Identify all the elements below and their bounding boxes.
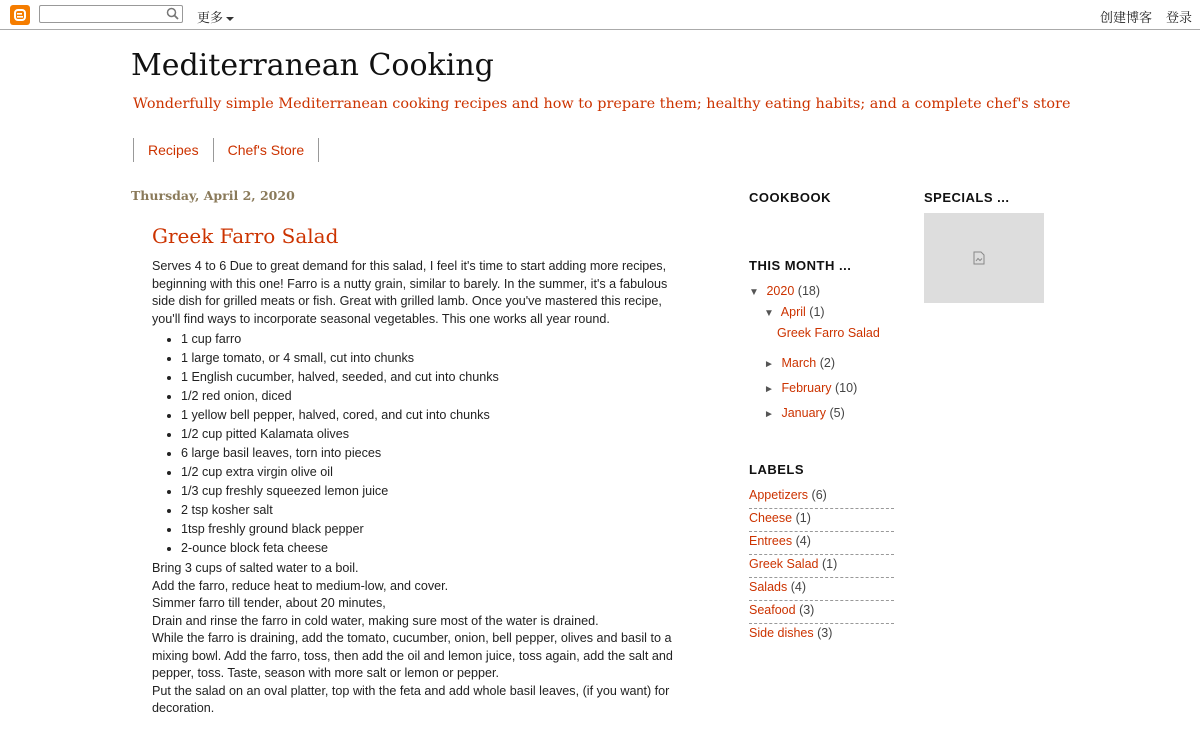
archive-year-row bbox=[749, 284, 820, 298]
label-link[interactable]: Seafood bbox=[749, 603, 796, 617]
specials-heading: SPECIALS ... bbox=[924, 190, 1010, 205]
collapse-toggle-icon[interactable]: ▼ bbox=[764, 308, 774, 319]
label-item bbox=[749, 579, 894, 601]
label-item bbox=[749, 625, 894, 646]
archive-count: (1) bbox=[809, 305, 825, 319]
ingredients-list bbox=[152, 330, 692, 558]
label-count: (4) bbox=[795, 534, 811, 548]
search-input[interactable] bbox=[43, 8, 161, 22]
label-link[interactable]: Entrees bbox=[749, 534, 793, 548]
ingredient-item: • 2 tsp kosher salt bbox=[181, 501, 692, 520]
archive-month-link[interactable]: April bbox=[780, 305, 806, 319]
this-month-heading: THIS MONTH ... bbox=[749, 258, 852, 273]
login-link[interactable]: 登录 bbox=[1166, 10, 1193, 25]
label-link[interactable]: Cheese bbox=[749, 511, 793, 525]
label-count: (3) bbox=[817, 626, 833, 640]
archive-count: (18) bbox=[797, 284, 821, 298]
tab-chefs-store[interactable]: Chef's Store bbox=[213, 138, 320, 162]
archive-month-row bbox=[764, 305, 825, 319]
label-link[interactable]: Salads bbox=[749, 580, 788, 594]
ingredient-item: • 1/2 cup extra virgin olive oil bbox=[181, 463, 692, 482]
label-count: (6) bbox=[811, 488, 827, 502]
instruction-step: Put the salad on an oval platter, top with the feta and add whole basil leaves, (if you want) for decoration. bbox=[152, 683, 670, 715]
archive-post-link[interactable]: Greek Farro Salad bbox=[777, 326, 880, 340]
specials-image[interactable] bbox=[924, 213, 1044, 303]
label-item bbox=[749, 556, 894, 578]
collapse-toggle-icon[interactable]: ▼ bbox=[749, 287, 759, 298]
more-menu-label: 更多 bbox=[197, 10, 224, 25]
archive-count: (2) bbox=[819, 356, 835, 370]
archive-month-row bbox=[764, 406, 845, 420]
ingredient-item: • 1 English cucumber, halved, seeded, and cut into chunks bbox=[181, 368, 692, 387]
ingredient-item: • 1/3 cup freshly squeezed lemon juice bbox=[181, 482, 692, 501]
ingredient-item: • 1/2 red onion, diced bbox=[181, 387, 692, 406]
blogger-navbar bbox=[0, 0, 1200, 30]
archive-month-link[interactable]: February bbox=[781, 381, 832, 395]
label-count: (3) bbox=[799, 603, 815, 617]
instruction-step: Simmer farro till tender, about 20 minutes, bbox=[152, 596, 386, 610]
blogger-logo-icon[interactable] bbox=[10, 5, 30, 25]
search-box bbox=[39, 5, 183, 23]
archive-month-row bbox=[764, 381, 857, 395]
post-title[interactable]: Greek Farro Salad bbox=[152, 224, 339, 248]
archive-post-row bbox=[777, 326, 880, 340]
archive-count: (10) bbox=[835, 381, 858, 395]
cookbook-heading: COOKBOOK bbox=[749, 190, 831, 205]
expand-toggle-icon[interactable]: ► bbox=[764, 409, 774, 420]
ingredient-item: • 1 cup farro bbox=[181, 330, 692, 349]
archive-month-row bbox=[764, 356, 835, 370]
ingredient-item: • 1/2 cup pitted Kalamata olives bbox=[181, 425, 692, 444]
label-item bbox=[749, 487, 894, 509]
tab-recipes[interactable]: Recipes bbox=[133, 138, 213, 162]
archive-count: (5) bbox=[829, 406, 845, 420]
label-item bbox=[749, 602, 894, 624]
archive-month-link[interactable]: March bbox=[781, 356, 817, 370]
label-link[interactable]: Appetizers bbox=[749, 488, 809, 502]
archive-month-link[interactable]: January bbox=[781, 406, 826, 420]
archive-year-link[interactable]: 2020 bbox=[766, 284, 795, 298]
ingredient-item: • 1 large tomato, or 4 small, cut into chunks bbox=[181, 349, 692, 368]
labels-heading: LABELS bbox=[749, 462, 804, 477]
expand-toggle-icon[interactable]: ► bbox=[764, 384, 774, 395]
ingredient-item: • 6 large basil leaves, torn into pieces bbox=[181, 444, 692, 463]
instruction-step: While the farro is draining, add the tomato, cucumber, onion, bell pepper, olives and basil to a mixing bowl. Add the farro, toss, then add the oil and lemon juice, toss again, add the salt and pepper, toss. Taste, season with more salt or lemon or pepper. bbox=[152, 631, 673, 680]
ingredient-item: • 2-ounce block feta cheese bbox=[181, 539, 692, 558]
post-intro: Serves 4 to 6 Due to great demand for this salad, I feel it's time to start adding more recipes, beginning with this one! Farro is a nutty grain, similar to barely. In the summer, it's a fabulous side dish for grilled meats or fish. Great with grilled lamb. Once you've mastered this recipe, you'll find ways to incorporate seasonal vegetables. This one works all year round. bbox=[152, 259, 668, 326]
broken-image-icon bbox=[973, 251, 985, 270]
label-link[interactable]: Greek Salad bbox=[749, 557, 819, 571]
label-count: (1) bbox=[795, 511, 811, 525]
instruction-step: Bring 3 cups of salted water to a boil. bbox=[152, 561, 359, 575]
instruction-step: Drain and rinse the farro in cold water, making sure most of the water is drained. bbox=[152, 613, 599, 628]
pages-tabs bbox=[133, 138, 319, 162]
label-count: (1) bbox=[821, 557, 838, 571]
ingredient-item: • 1 yellow bell pepper, halved, cored, and cut into chunks bbox=[181, 406, 692, 425]
post-date: Thursday, April 2, 2020 bbox=[131, 188, 295, 203]
more-menu-button[interactable] bbox=[197, 7, 234, 26]
caret-down-icon bbox=[226, 17, 234, 21]
labels-list bbox=[749, 487, 894, 647]
search-icon[interactable] bbox=[166, 7, 179, 25]
ingredient-item: • 1tsp freshly ground black pepper bbox=[181, 520, 692, 539]
create-blog-link[interactable]: 创建博客 bbox=[1100, 10, 1153, 25]
instruction-step: Add the farro, reduce heat to medium-low, and cover. bbox=[152, 578, 449, 593]
label-count: (4) bbox=[790, 580, 806, 594]
blog-description: Wonderfully simple Mediterranean cooking recipes and how to prepare them; healthy eating habits; and a complete chef's store bbox=[133, 96, 1071, 112]
label-link[interactable]: Side dishes bbox=[749, 626, 814, 640]
label-item bbox=[749, 510, 894, 532]
label-item bbox=[749, 533, 894, 555]
blog-title[interactable]: Mediterranean Cooking bbox=[131, 48, 494, 83]
expand-toggle-icon[interactable]: ► bbox=[764, 359, 774, 370]
post-body bbox=[152, 258, 692, 718]
